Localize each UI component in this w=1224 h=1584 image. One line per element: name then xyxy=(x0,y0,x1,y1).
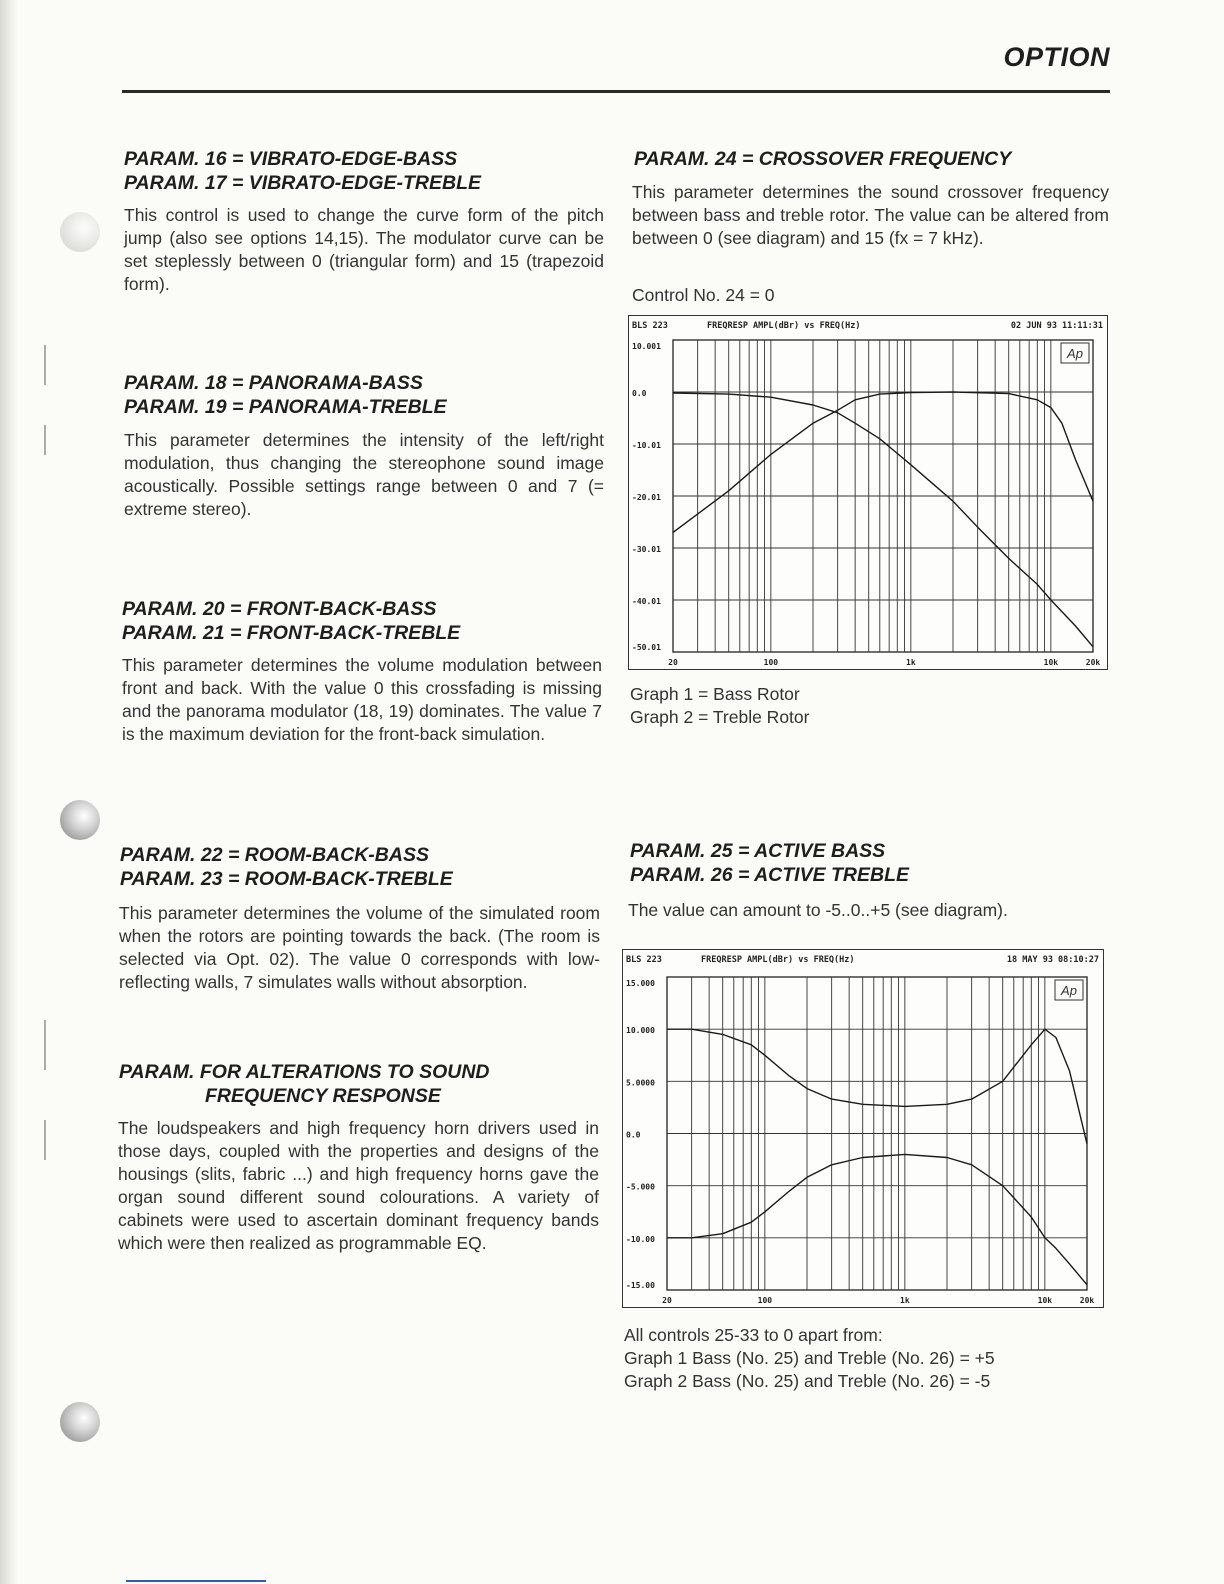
eq-caption-2: Graph 1 Bass (No. 25) and Treble (No. 26) = +5 xyxy=(624,1348,995,1368)
param-26-title: PARAM. 26 = ACTIVE TREBLE xyxy=(630,864,909,886)
series-line xyxy=(673,392,1093,532)
punch-hole xyxy=(60,212,100,252)
param-eq-title xyxy=(119,1060,599,1108)
eq-caption-1: All controls 25-33 to 0 apart from: xyxy=(624,1325,883,1345)
x-tick-label: 1k xyxy=(906,658,916,667)
series-line xyxy=(667,1029,1087,1144)
x-tick-label: 20k xyxy=(1085,658,1101,667)
y-tick-label: 15.000 xyxy=(626,979,655,988)
crossover-chart xyxy=(629,316,1107,669)
param-17-title: PARAM. 17 = VIBRATO-EDGE-TREBLE xyxy=(124,172,481,194)
y-tick-label: -10.00 xyxy=(626,1234,655,1244)
x-tick-label: 20 xyxy=(662,1296,672,1305)
param-20-21-text: This parameter determines the volume modulation between front and back. With the value 0 this crossfading is missing and the panorama modulator (18, 19) dominates. The value 7 is the maximum deviation for the front-back simulation. xyxy=(122,655,602,744)
x-tick-label: 10k xyxy=(1037,1296,1053,1305)
ap-logo: Ap xyxy=(1067,346,1083,361)
param-22-23-title xyxy=(120,843,600,891)
y-tick-label: 0.0 xyxy=(626,1130,641,1140)
y-tick-label: 0.0 xyxy=(632,389,647,398)
series-line xyxy=(673,393,1093,647)
param-21-title: PARAM. 21 = FRONT-BACK-TREBLE xyxy=(122,622,461,644)
header-rule xyxy=(122,90,1110,93)
param-eq-text: The loudspeakers and high frequency horn drivers used in those days, coupled with the properties and designs of the housings (slits, fabric ...) and high frequency horns gave the organ sound different sound colourations. A variety of cabinets were used to ascertain dominant frequency bands which were then realized as programmable EQ. xyxy=(118,1118,599,1253)
param-25-26-text: The value can amount to -5..0..+5 (see diagram). xyxy=(628,900,1008,920)
control-24-label: Control No. 24 = 0 xyxy=(632,285,775,305)
param-24-text: This parameter determines the sound crossover frequency between bass and treble rotor. The value can be altered from between 0 (see diagram) and 15 (fx = 7 kHz). xyxy=(632,182,1109,248)
param-18-19-title xyxy=(124,371,604,419)
page-title: OPTION xyxy=(1003,42,1110,72)
bottom-mark xyxy=(126,1580,266,1582)
punch-hole xyxy=(60,800,100,840)
x-tick-label: 10k xyxy=(1043,658,1059,667)
param-16-17-text: This control is used to change the curve form of the pitch jump (also see options 14,15). The modulator curve can be set steplessly between 0 (triangular form) and 15 (trapezoid form). xyxy=(124,205,604,294)
y-tick-label: 10.001 xyxy=(632,342,661,351)
active-eq-chart xyxy=(623,950,1103,1307)
param-22-title: PARAM. 22 = ROOM-BACK-BASS xyxy=(120,844,429,866)
y-tick-label: -20.01 xyxy=(632,493,661,502)
y-tick-label: -40.01 xyxy=(632,597,661,606)
param-18-19-text: This parameter determines the intensity of the left/right modulation, thus changing the stereophone sound image acoustically. Possible settings range between 0 and 7 (= extreme stereo). xyxy=(124,430,604,519)
param-25-26-title xyxy=(630,839,1106,887)
param-18-title: PARAM. 18 = PANORAMA-BASS xyxy=(124,372,423,394)
param-20-21-title xyxy=(122,597,602,645)
param-23-title: PARAM. 23 = ROOM-BACK-TREBLE xyxy=(120,868,453,890)
y-tick-label: -10.01 xyxy=(632,441,661,450)
param-24-title: PARAM. 24 = CROSSOVER FREQUENCY xyxy=(634,148,1012,170)
x-tick-label: 20k xyxy=(1079,1296,1095,1305)
y-tick-label: -50.01 xyxy=(632,643,661,652)
param-25-title: PARAM. 25 = ACTIVE BASS xyxy=(630,840,886,862)
active-eq-graph xyxy=(622,949,1104,1308)
punch-hole xyxy=(60,1402,100,1442)
margin-mark xyxy=(44,425,46,455)
series-line xyxy=(667,1154,1087,1284)
eq-caption-3: Graph 2 Bass (No. 25) and Treble (No. 26) = -5 xyxy=(624,1371,991,1391)
param-eq-title-2: FREQUENCY RESPONSE xyxy=(205,1085,441,1107)
param-20-title: PARAM. 20 = FRONT-BACK-BASS xyxy=(122,598,437,620)
chart-header-date: 18 MAY 93 08:10:27 xyxy=(1006,955,1099,965)
chart-header-title: FREQRESP AMPL(dBr) vs FREQ(Hz) xyxy=(701,955,855,965)
param-eq-title-1: PARAM. FOR ALTERATIONS TO SOUND xyxy=(119,1061,490,1083)
graph1-caption: Graph 1 = Bass Rotor xyxy=(630,684,800,704)
chart-header-title: FREQRESP AMPL(dBr) vs FREQ(Hz) xyxy=(707,321,861,331)
y-tick-label: -5.000 xyxy=(626,1182,655,1192)
y-tick-label: -30.01 xyxy=(632,545,661,554)
param-16-title: PARAM. 16 = VIBRATO-EDGE-BASS xyxy=(124,148,458,170)
y-tick-label: 5.0000 xyxy=(626,1078,655,1088)
chart-header-date: 02 JUN 93 11:11:31 xyxy=(1010,321,1103,331)
chart-header-id: BLS 223 xyxy=(626,955,662,965)
y-tick-label: 10.000 xyxy=(626,1026,655,1036)
y-tick-label: -15.00 xyxy=(626,1281,655,1290)
x-tick-label: 100 xyxy=(757,1296,773,1305)
binding-edge xyxy=(0,0,18,1584)
x-tick-label: 20 xyxy=(668,658,678,667)
x-tick-label: 1k xyxy=(900,1296,910,1305)
graph2-caption: Graph 2 = Treble Rotor xyxy=(630,707,810,727)
margin-mark xyxy=(44,345,46,385)
margin-mark xyxy=(44,1120,46,1160)
margin-mark xyxy=(44,1020,46,1070)
chart-header-id: BLS 223 xyxy=(632,321,668,331)
param-22-23-text: This parameter determines the volume of the simulated room when the rotors are pointing towards the back. (The room is selected via Opt. 02). The value 0 corresponds with low-reflecting walls, 7 simulates walls without absorption. xyxy=(119,903,600,992)
param-19-title: PARAM. 19 = PANORAMA-TREBLE xyxy=(124,396,447,418)
crossover-graph xyxy=(628,315,1108,670)
param-16-17-title xyxy=(124,147,604,195)
ap-logo: Ap xyxy=(1061,983,1077,998)
x-tick-label: 100 xyxy=(763,658,779,667)
